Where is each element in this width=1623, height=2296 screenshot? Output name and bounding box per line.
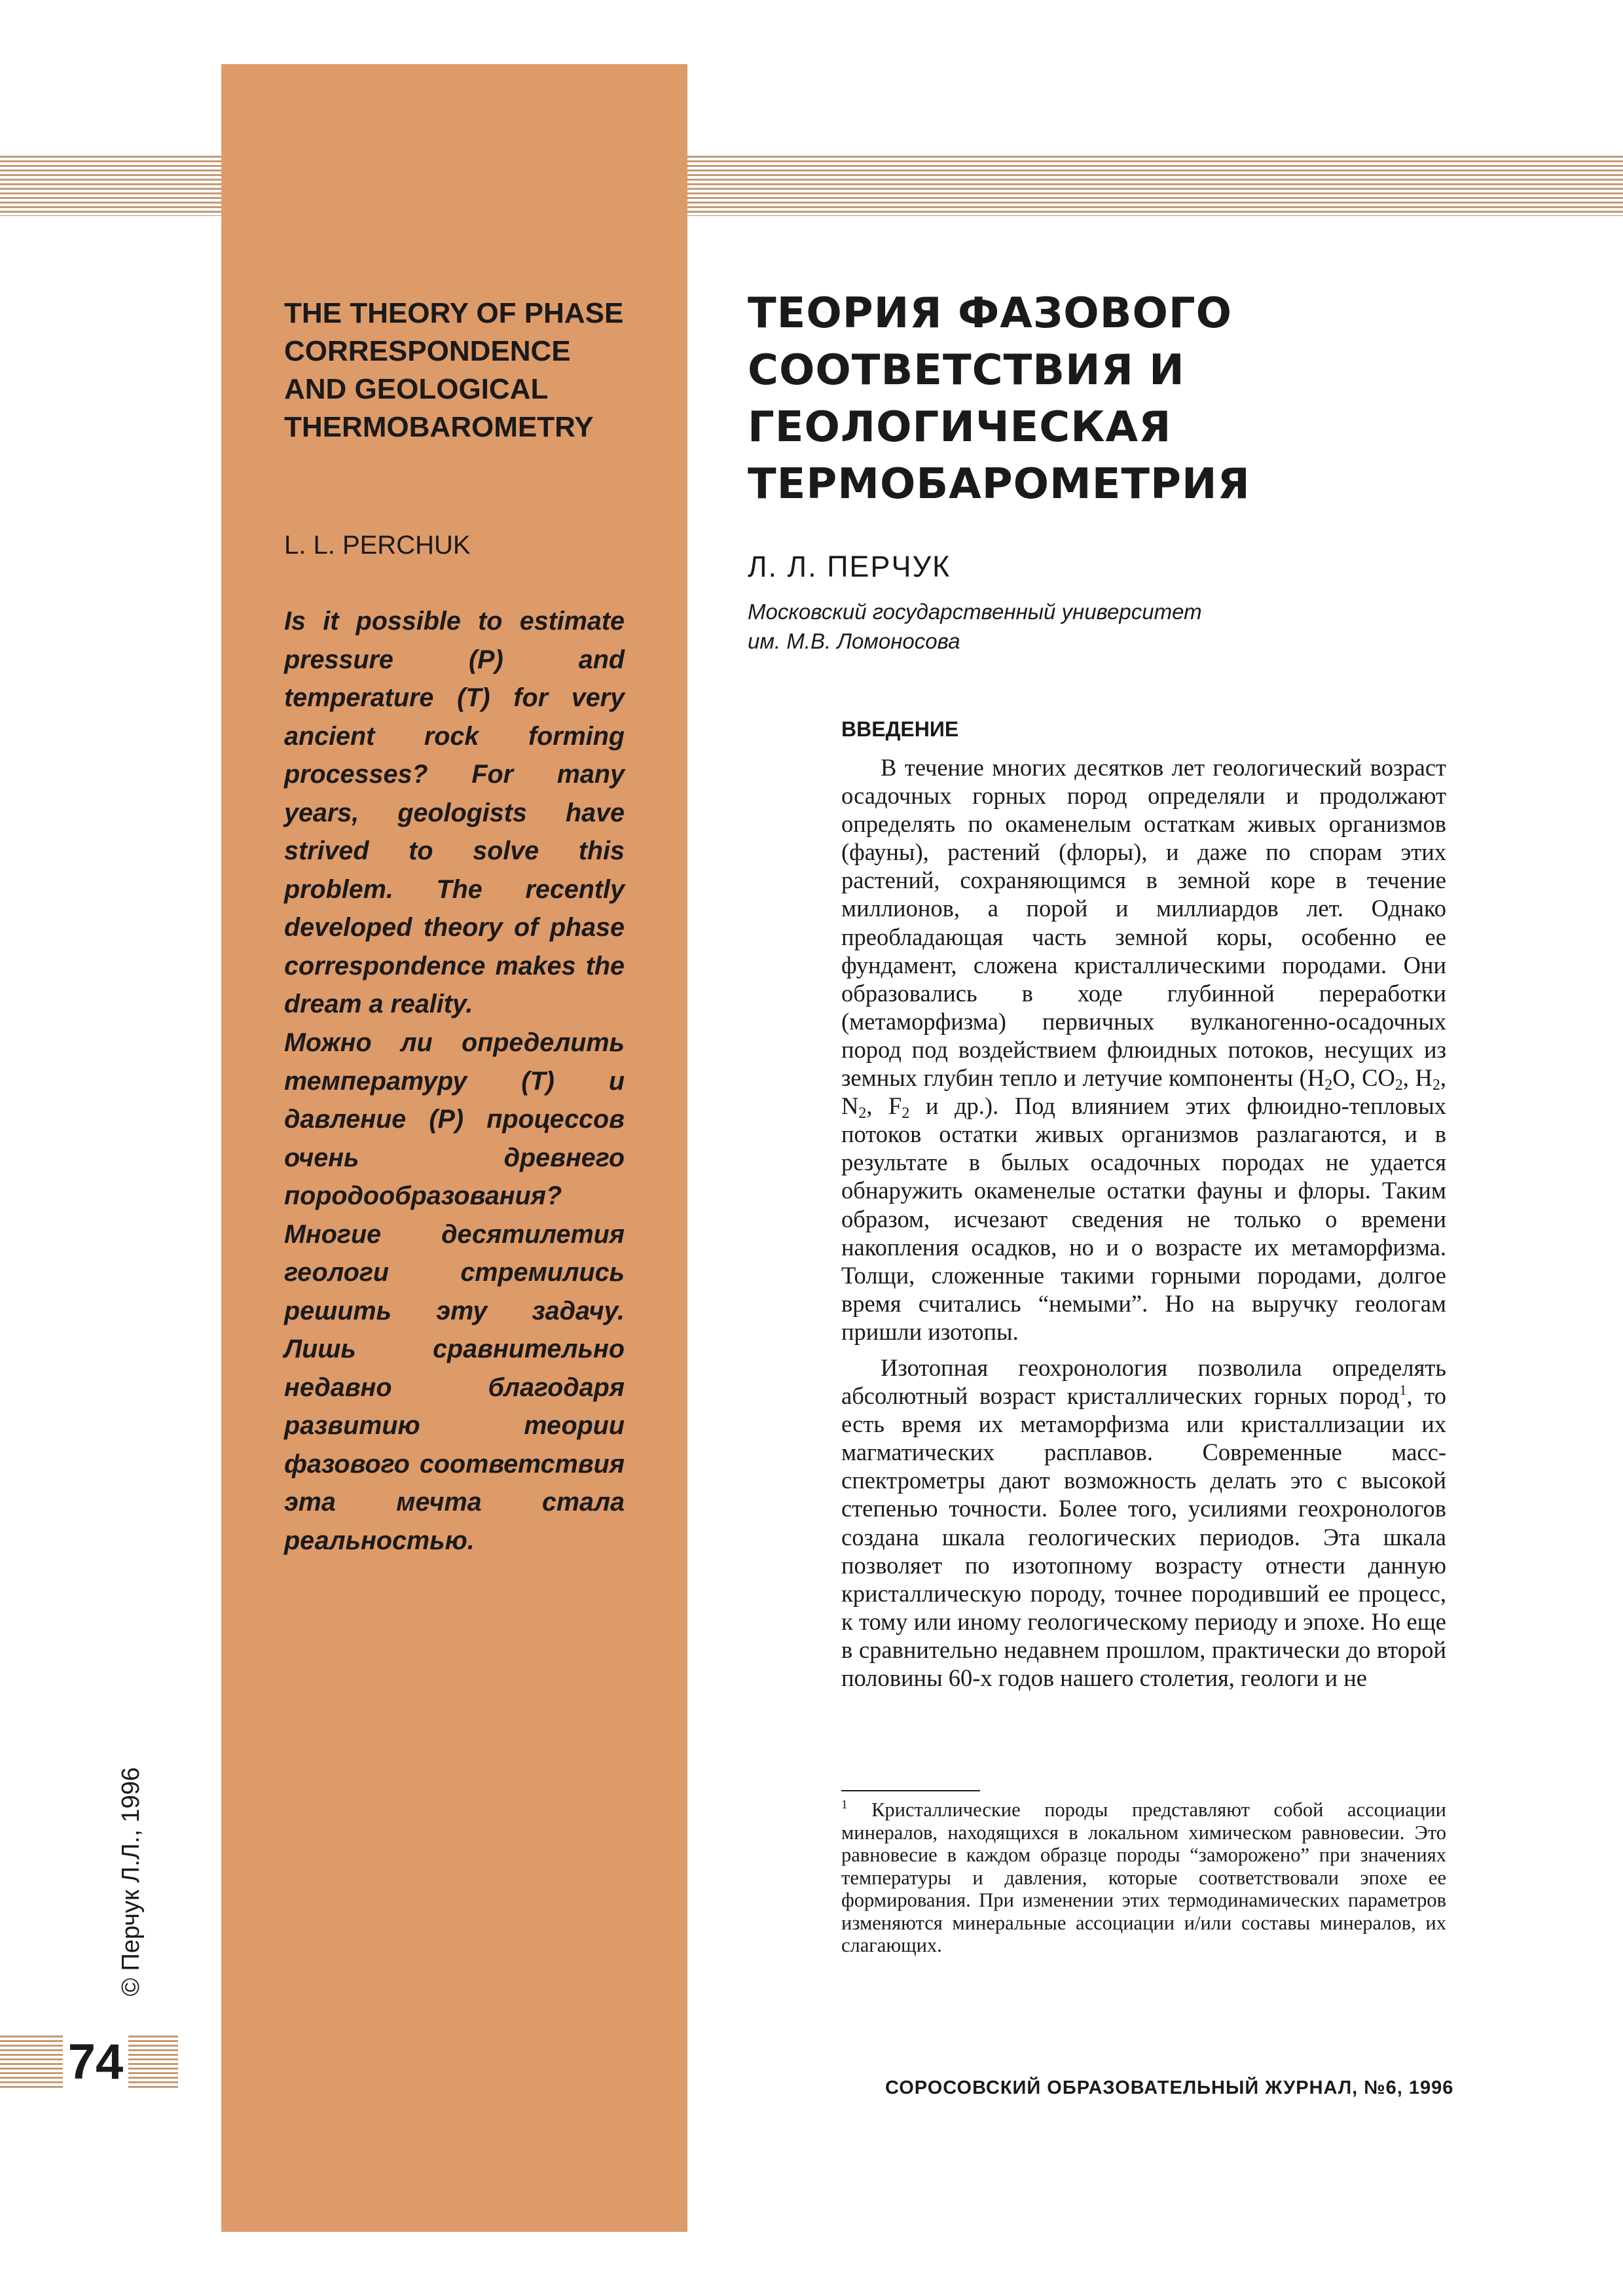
paragraph-2: [841, 1354, 1446, 1692]
paragraph-1-text-f: и др.). Под влиянием этих флюидно-тепловых потоков остатки живых организмов разлагаются, и в результате в былых осадочных породах не удается обнаружить окаменелые остатки фауны и флоры. Таким образом, исчезают сведения не только о времени накопления осадков, но и о возрасте их метаморфизма. Толщи, сложенные такими горными породами, долгое время считались “немыми”. Но на выручку геологам пришли изотопы.: [841, 1092, 1446, 1345]
paragraph-1-text-d: , N: [841, 1064, 1446, 1120]
page-number: 74: [63, 2034, 128, 2091]
subscript-2: 2: [1395, 1077, 1403, 1094]
russian-abstract: Можно ли определить температуру (T) и давление (P) процессов очень древнего породообразования? Многие десятилетия геологи стремились решить эту задачу. Лишь сравнительно недавно благодаря развитию теории фазового соответствия эта мечта стала реальностью.: [284, 1028, 625, 1555]
paragraph-1-text-c: , H: [1402, 1064, 1432, 1092]
english-title: THE THEORY OF PHASE CORRESPONDENCE AND GEOLOGICAL THERMOBAROMETRY: [284, 297, 624, 443]
footnote-divider: [841, 1790, 980, 1791]
copyright-notice: © Перчук Л.Л., 1996: [117, 1767, 145, 1996]
subscript-2: 2: [902, 1105, 910, 1122]
footnote-text: Кристаллические породы представляют собой ассоциации минералов, находящихся в локальном химическом равновесии. Это равновесие в каждом образце породы “заморожено” при значениях температуры и давления, которые соответствовали эпохе ее формирования. При изменении этих термодинамических параметров изменяются минеральные ассоциации и/или составы минералов, их слагающих.: [841, 1799, 1446, 1956]
paragraph-2-text-b: , то есть время их метаморфизма или кристаллизации их магматических расплавов. Современные масс-спектрометры дают возможность делать это с высокой степенью точности. Более того, усилиями геохронологов создана шкала геологических периодов. Эта шкала позволяет по изотопному возрасту отнести данную кристаллическую породу, точнее породивший ее процесс, к тому или иному геологическому периоду и эпохе. Но еще в сравнительно недавнем прошлом, практически до второй половины 60-х годов нашего столетия, геологи и не: [841, 1382, 1446, 1691]
author-affiliation: [748, 597, 1202, 656]
paragraph-1-text-b: O, CO: [1332, 1064, 1395, 1092]
section-heading-introduction: ВВЕДЕНИЕ: [841, 717, 959, 741]
footnote: [841, 1799, 1446, 1957]
paragraph-1-text-a: В течение многих десятков лет геологический возраст осадочных горных пород определяли и продолжают определять по окаменелым остаткам живых организмов (фауны), растений (флоры), и даже по спорам этих растений, сохраняющимся в земной коре в течение миллионов, а порой и миллиардов лет. Однако преобладающая часть земной коры, особенно ее фундамент, сложена кристаллическими породами. Они образовались в ходе глубинной переработки (метаморфизма) первичных вулканогенно-осадочных пород под воздействием флюидных потоков, несущих из земных глубин тепло и летучие компоненты (H: [841, 754, 1446, 1092]
affiliation-line-1: Московский государственный университет: [748, 600, 1202, 624]
article-title: ТЕОРИЯ ФАЗОВОГО СООТВЕТСТВИЯ И ГЕОЛОГИЧЕСКАЯ ТЕРМОБАРОМЕТРИЯ: [748, 289, 1250, 509]
paragraph-2-text-a: Изотопная геохронология позволила определять абсолютный возраст кристаллических горных пород: [841, 1354, 1446, 1410]
subscript-2: 2: [1324, 1077, 1333, 1094]
article-body: [841, 753, 1446, 1692]
sidebar-panel: [221, 64, 687, 2232]
paragraph-1: [841, 753, 1446, 1346]
journal-footer: СОРОСОВСКИЙ ОБРАЗОВАТЕЛЬНЫЙ ЖУРНАЛ, №6, 1996: [885, 2077, 1454, 2098]
affiliation-line-2: им. М.В. Ломоносова: [748, 629, 960, 653]
subscript-2: 2: [1432, 1077, 1440, 1094]
article-author: Л. Л. ПЕРЧУК: [748, 550, 951, 583]
footnote-reference: 1: [1399, 1382, 1407, 1399]
subscript-2: 2: [858, 1105, 867, 1122]
footnote-mark: 1: [841, 1798, 848, 1812]
paragraph-1-text-e: , F: [866, 1092, 902, 1120]
english-abstract: Is it possible to estimate pressure (P) and temperature (T) for very ancient rock forming processes? For many years, geologists have strived to solve this problem. The recently developed theory of phase correspondence makes the dream a reality.: [284, 607, 625, 1018]
english-author: L. L. PERCHUK: [284, 531, 471, 560]
